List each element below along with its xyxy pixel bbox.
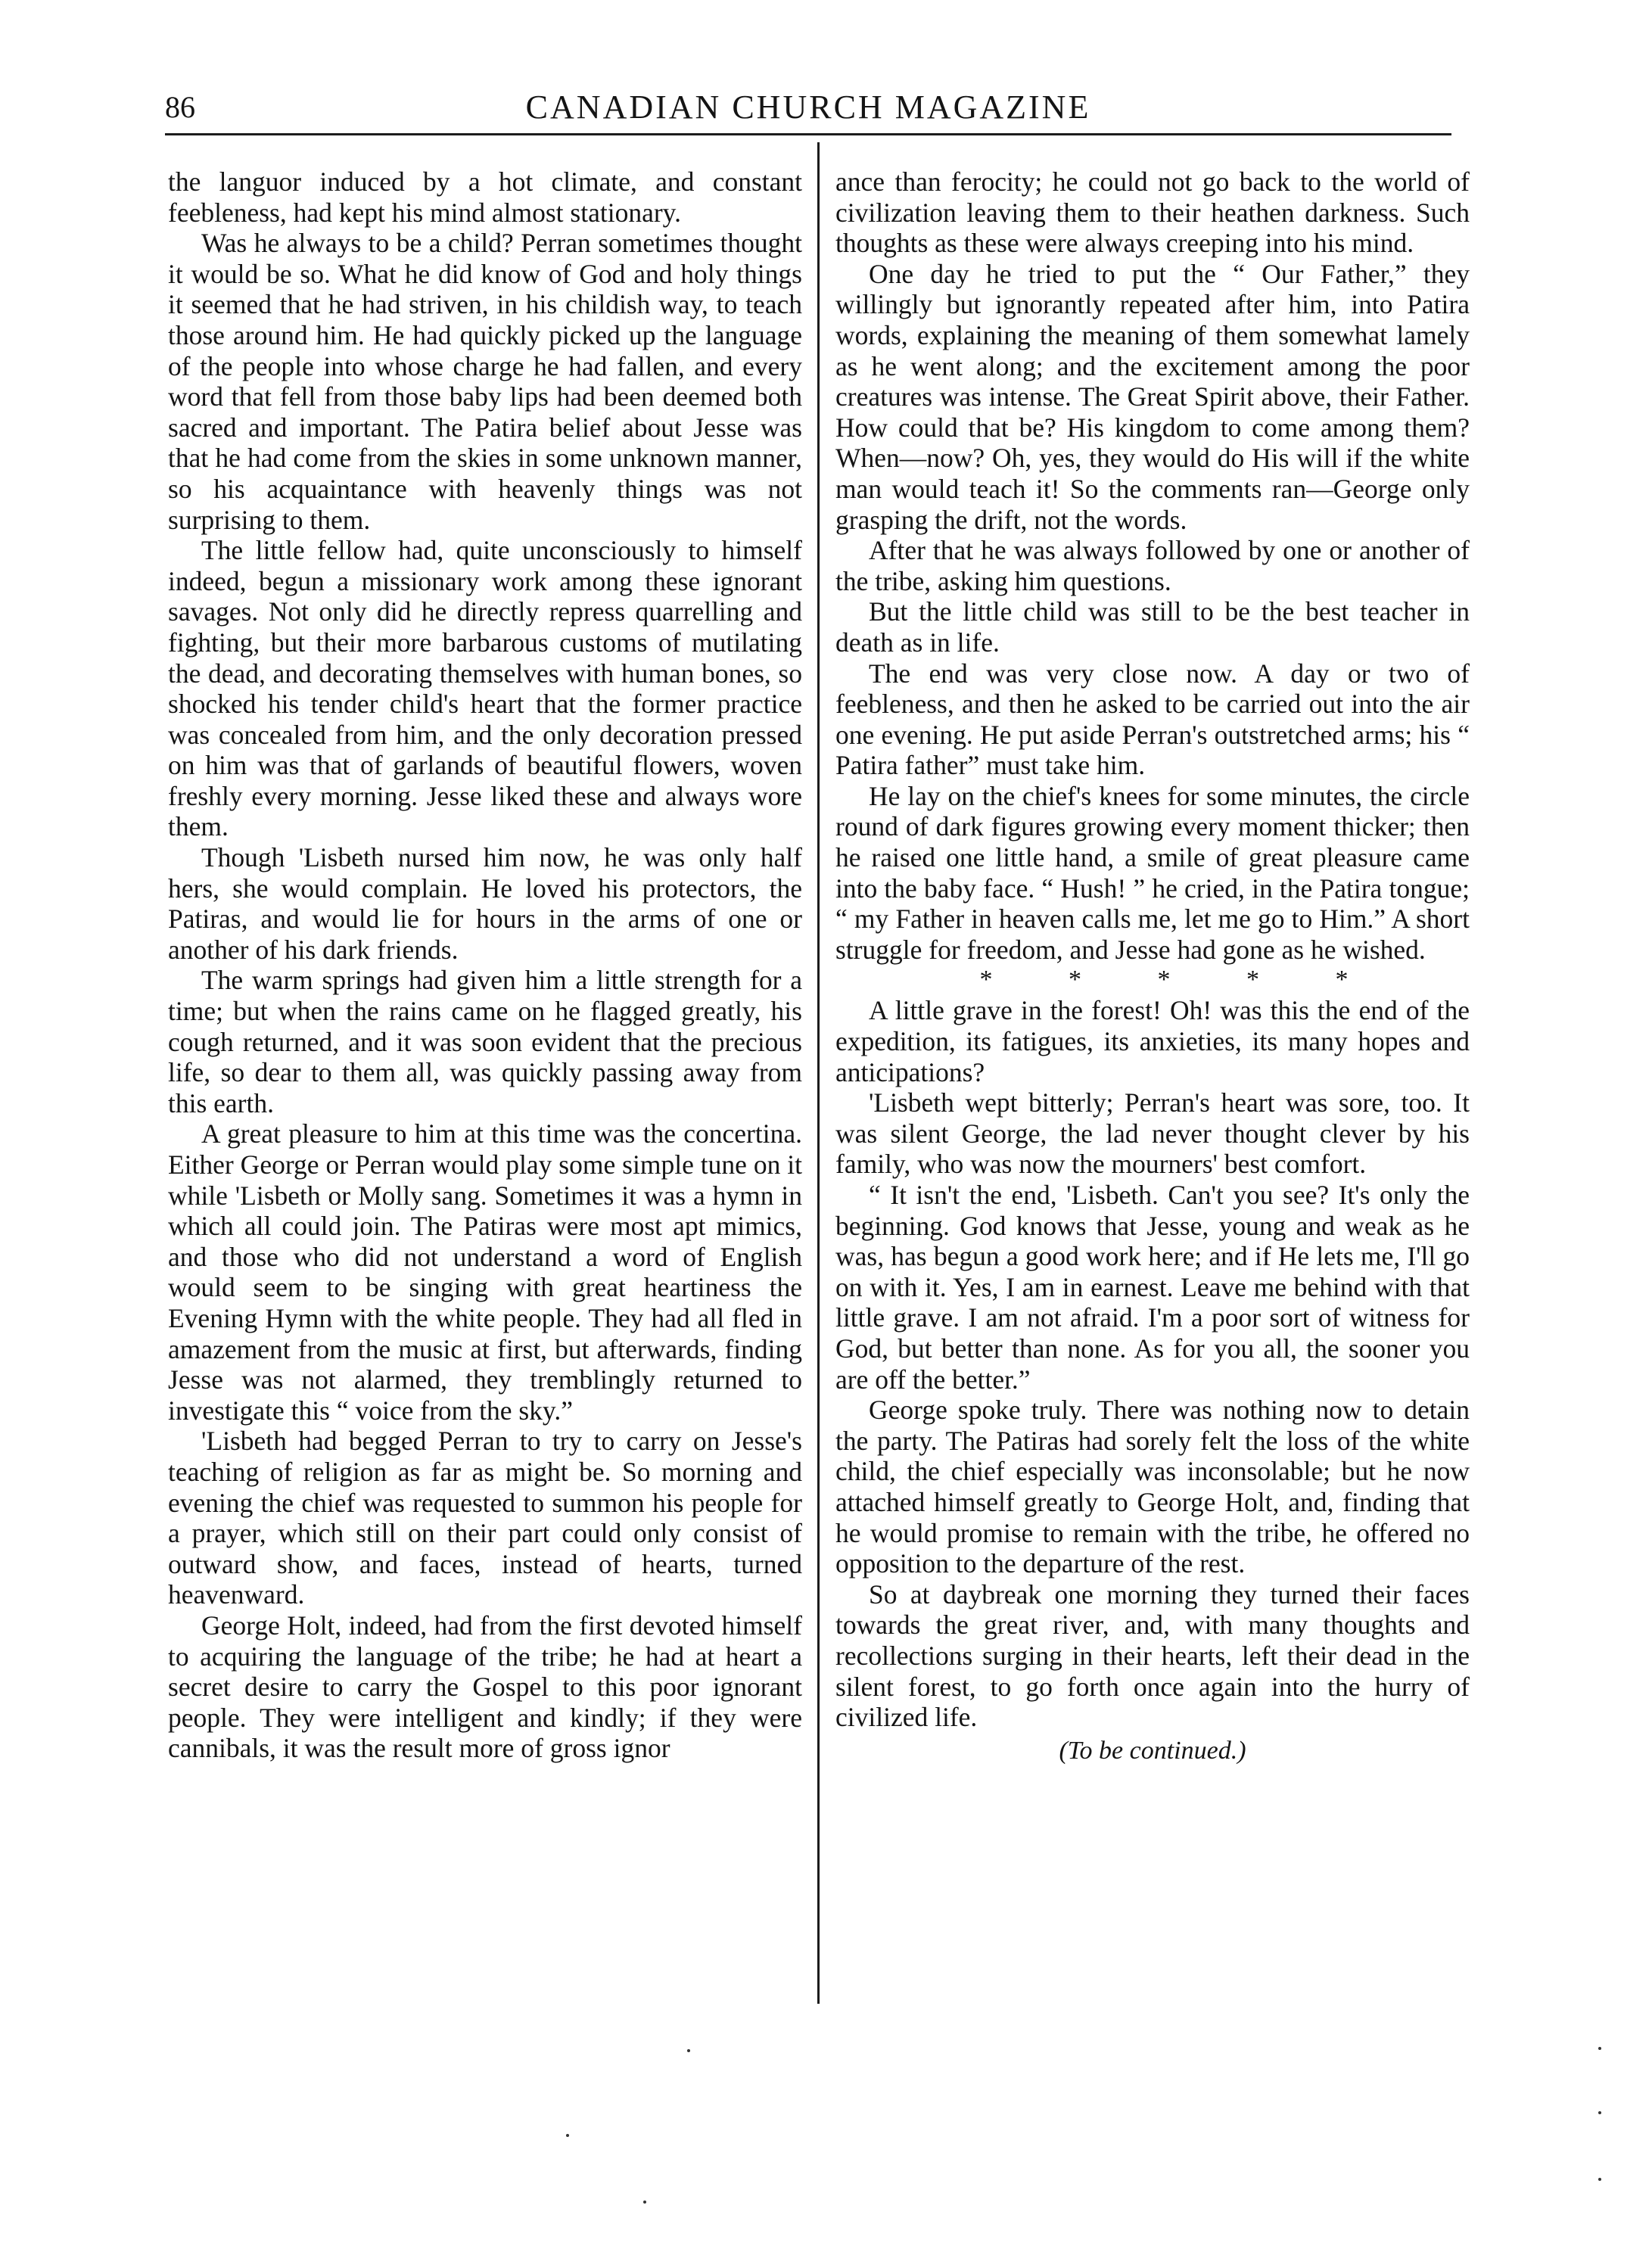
paragraph: Though 'Lisbeth nursed him now, he was only half hers, she would complain. He loved his protectors, the Patiras, and would lie for hours in the arms of one or another of his dark friends. bbox=[168, 842, 802, 965]
paragraph: He lay on the chief's knees for some minutes, the circle round of dark figures growing every moment thicker; then he raised one little hand, a smile of great pleasure came into the baby face. “ Hush! ” he cried, in the Patira tongue; “ my Father in heaven calls me, let me go to Him.” A short struggle for freedom, and Jesse had gone as he wished. bbox=[835, 780, 1470, 965]
section-break: * * * * * bbox=[979, 966, 1349, 994]
paragraph: A little grave in the forest! Oh! was this the end of the expedition, its fatigues, its anxieties, its many hopes and anticipations? bbox=[835, 995, 1470, 1087]
continued-note: (To be continued.) bbox=[1059, 1736, 1246, 1765]
paragraph: But the little child was still to be the best teacher in death as in life. bbox=[835, 596, 1470, 658]
header-rule bbox=[165, 133, 1451, 135]
paragraph: A great pleasure to him at this time was the concertina. Either George or Perran would play some simple tune on it while 'Lisbeth or Molly sang. Sometimes it was a hymn in which all could join. The Patiras were most apt mimics, and those who did not understand a word of English would seem to be singing with great heartiness the Evening Hymn with the white people. They had all fled in amazement from the music at first, but afterwards, finding Jesse was not alarmed, they tremblingly returned to investigate this “ voice from the sky.” bbox=[168, 1118, 802, 1426]
paragraph: 'Lisbeth wept bitterly; Perran's heart was sore, too. It was silent George, the lad never thought clever by his family, who was now the mourners' best comfort. bbox=[835, 1087, 1470, 1180]
paragraph: One day he tried to put the “ Our Father,” they willingly but ignorantly repeated after him, into Patira words, explaining the meaning of them somewhat lamely as he went along; and the excitement among the poor creatures was intense. The Great Spirit above, their Father. How could that be? His kingdom to come among them? When—now? Oh, yes, they would do His will if the white man would teach it! So the comments ran—George only grasping the drift, not the words. bbox=[835, 258, 1470, 535]
print-speck bbox=[1598, 2111, 1601, 2114]
print-speck bbox=[566, 2134, 569, 2137]
paragraph: After that he was always followed by one or another of the tribe, asking him questions. bbox=[835, 535, 1470, 596]
print-speck bbox=[1598, 2178, 1601, 2181]
paragraph: The warm springs had given him a little strength for a time; but when the rains came on he flagged greatly, his cough returned, and it was soon evident that the precious life, so dear to them all, was quickly passing away from this earth. bbox=[168, 965, 802, 1118]
paragraph: “ It isn't the end, 'Lisbeth. Can't you see? It's only the beginning. God knows that Jesse, young and weak as he was, has begun a good work here; and if He lets me, I'll go on with it. Yes, I am in earnest. Leave me behind with that little grave. I am not afraid. I'm a poor sort of witness for God, but better than none. As for you all, the sooner you are off the better.” bbox=[835, 1180, 1470, 1395]
paragraph: The little fellow had, quite unconsciously to himself indeed, begun a missionary work among these ignorant savages. Not only did he directly repress quarrelling and fighting, but their more barbarous customs of mutilating the dead, and decorating themselves with human bones, so shocked his tender child's heart that the former practice was concealed from him, and the only decoration pressed on him was that of garlands of beautiful flowers, woven freshly every morning. Jesse liked these and always wore them. bbox=[168, 535, 802, 842]
paragraph: The end was very close now. A day or two of feebleness, and then he asked to be carried out into the air one evening. He put aside Perran's outstretched arms; his “ Patira father” must take him. bbox=[835, 658, 1470, 781]
running-title: CANADIAN CHURCH MAGAZINE bbox=[525, 89, 1091, 126]
right-column bbox=[835, 166, 1470, 1766]
paragraph: George spoke truly. There was nothing now to detain the party. The Patiras had sorely felt the loss of the white child, the chief especially was inconsolable; but he now attached himself greatly to George Holt, and, finding that he would promise to remain with the tribe, he offered no opposition to the departure of the rest. bbox=[835, 1395, 1470, 1579]
print-speck bbox=[643, 2201, 646, 2204]
paragraph: Was he always to be a child? Perran sometimes thought it would be so. What he did know of God and holy things it seemed that he had striven, in his childish way, to teach those around him. He had quickly picked up the language of the people into whose charge he had fallen, and every word that fell from those baby lips had been deemed both sacred and important. The Patira belief about Jesse was that he had come from the skies in some unknown manner, so his acquaintance with heavenly things was not surprising to them. bbox=[168, 228, 802, 535]
column-divider bbox=[817, 142, 820, 2004]
paragraph: ance than ferocity; he could not go back to the world of civilization leaving them to their heathen darkness. Such thoughts as these were always creeping into his mind. bbox=[835, 166, 1470, 259]
page-number: 86 bbox=[165, 90, 195, 124]
paragraph: 'Lisbeth had begged Perran to try to carry on Jesse's teaching of religion as far as might be. So morning and evening the chief was requested to summon his people for a prayer, which still on their part could only consist of outward show, and faces, instead of hearts, turned heavenward. bbox=[168, 1426, 802, 1610]
print-speck bbox=[1598, 2047, 1601, 2050]
page-header bbox=[165, 85, 1451, 138]
left-column bbox=[168, 166, 802, 1764]
paragraph: George Holt, indeed, had from the first devoted himself to acquiring the language of the tribe; he had at heart a secret desire to carry the Gospel to this poor ignorant people. They were intelligent and kindly; if they were cannibals, it was the result more of gross ignor bbox=[168, 1610, 802, 1764]
paragraph: So at daybreak one morning they turned their faces towards the great river, and, with many thoughts and recollections surging in their hearts, left their dead in the silent forest, to go forth once again into the hurry of civilized life. bbox=[835, 1578, 1470, 1733]
paragraph: the languor induced by a hot climate, and constant feebleness, had kept his mind almost stationary. bbox=[168, 166, 802, 228]
print-speck bbox=[687, 2049, 690, 2052]
